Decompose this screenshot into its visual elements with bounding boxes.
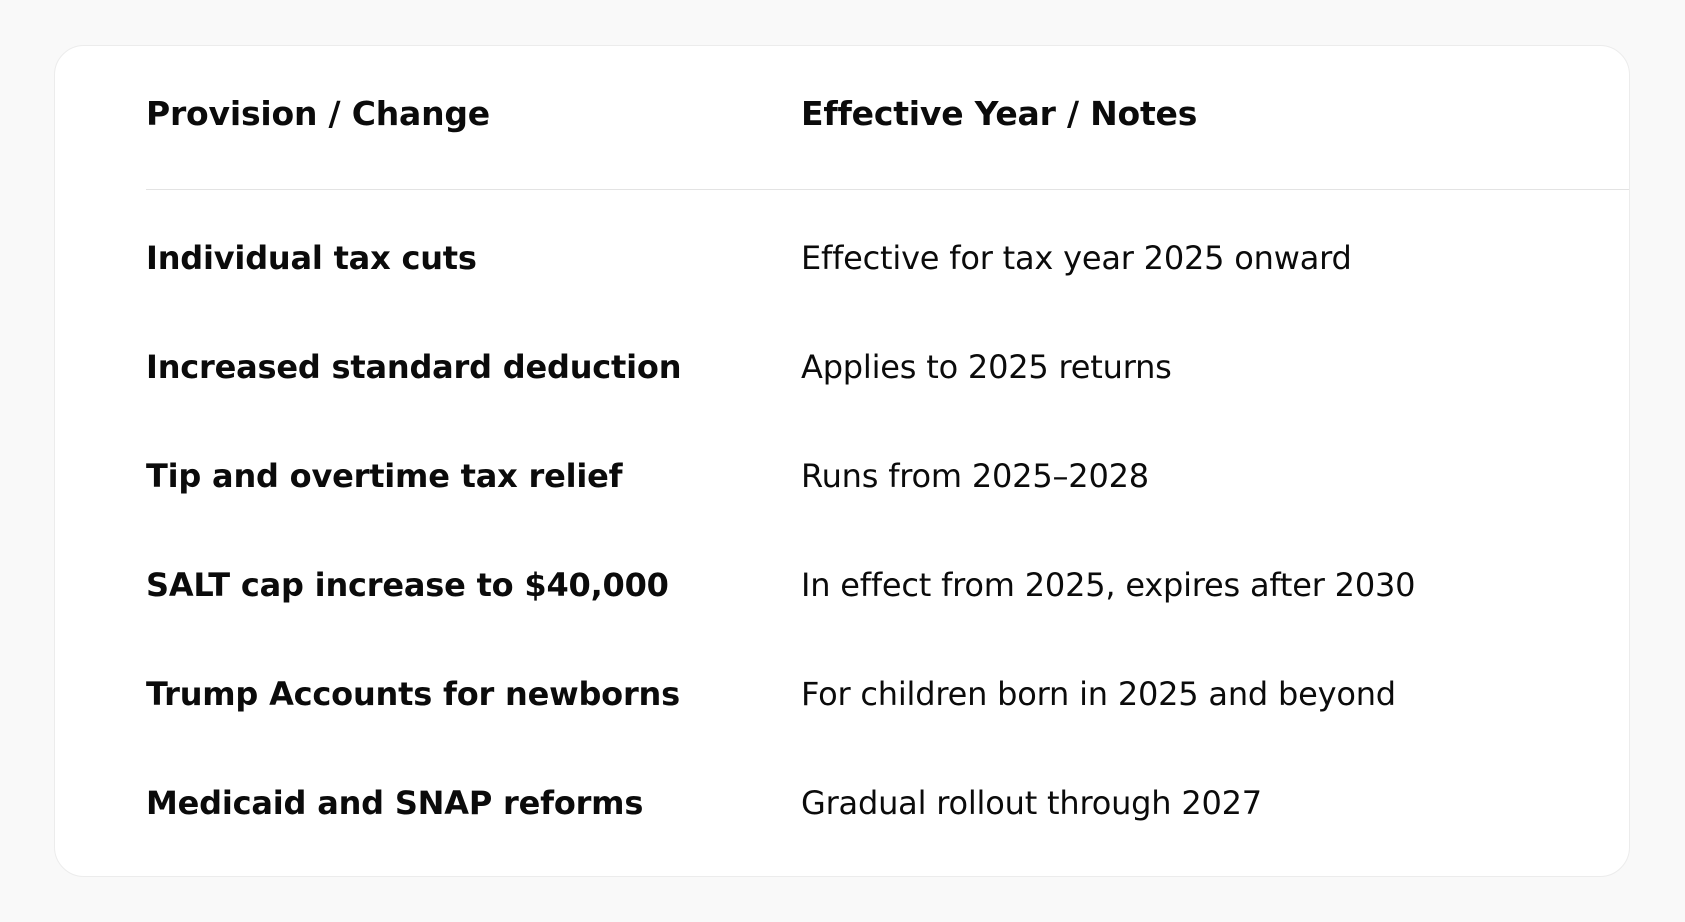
provision-cell: Increased standard deduction [146, 348, 682, 386]
note-cell: Runs from 2025–2028 [801, 457, 1149, 495]
table-body [146, 189, 1629, 843]
note-cell: Effective for tax year 2025 onward [801, 239, 1352, 277]
provision-cell: Tip and overtime tax relief [146, 457, 623, 495]
table-row [146, 734, 1629, 843]
provision-cell: SALT cap increase to $40,000 [146, 566, 669, 604]
table-row [146, 189, 1629, 298]
note-cell: Gradual rollout through 2027 [801, 784, 1262, 822]
note-cell: In effect from 2025, expires after 2030 [801, 566, 1416, 604]
column-header-provision: Provision / Change [146, 94, 490, 133]
provision-cell: Medicaid and SNAP reforms [146, 784, 644, 822]
column-header-notes: Effective Year / Notes [801, 94, 1198, 133]
table-row [146, 407, 1629, 516]
provisions-table-card [54, 45, 1630, 877]
table-header-row [146, 46, 1629, 190]
table-row [146, 516, 1629, 625]
provision-cell: Trump Accounts for newborns [146, 675, 680, 713]
note-cell: For children born in 2025 and beyond [801, 675, 1396, 713]
provision-cell: Individual tax cuts [146, 239, 477, 277]
table-row [146, 625, 1629, 734]
note-cell: Applies to 2025 returns [801, 348, 1172, 386]
table-row [146, 298, 1629, 407]
